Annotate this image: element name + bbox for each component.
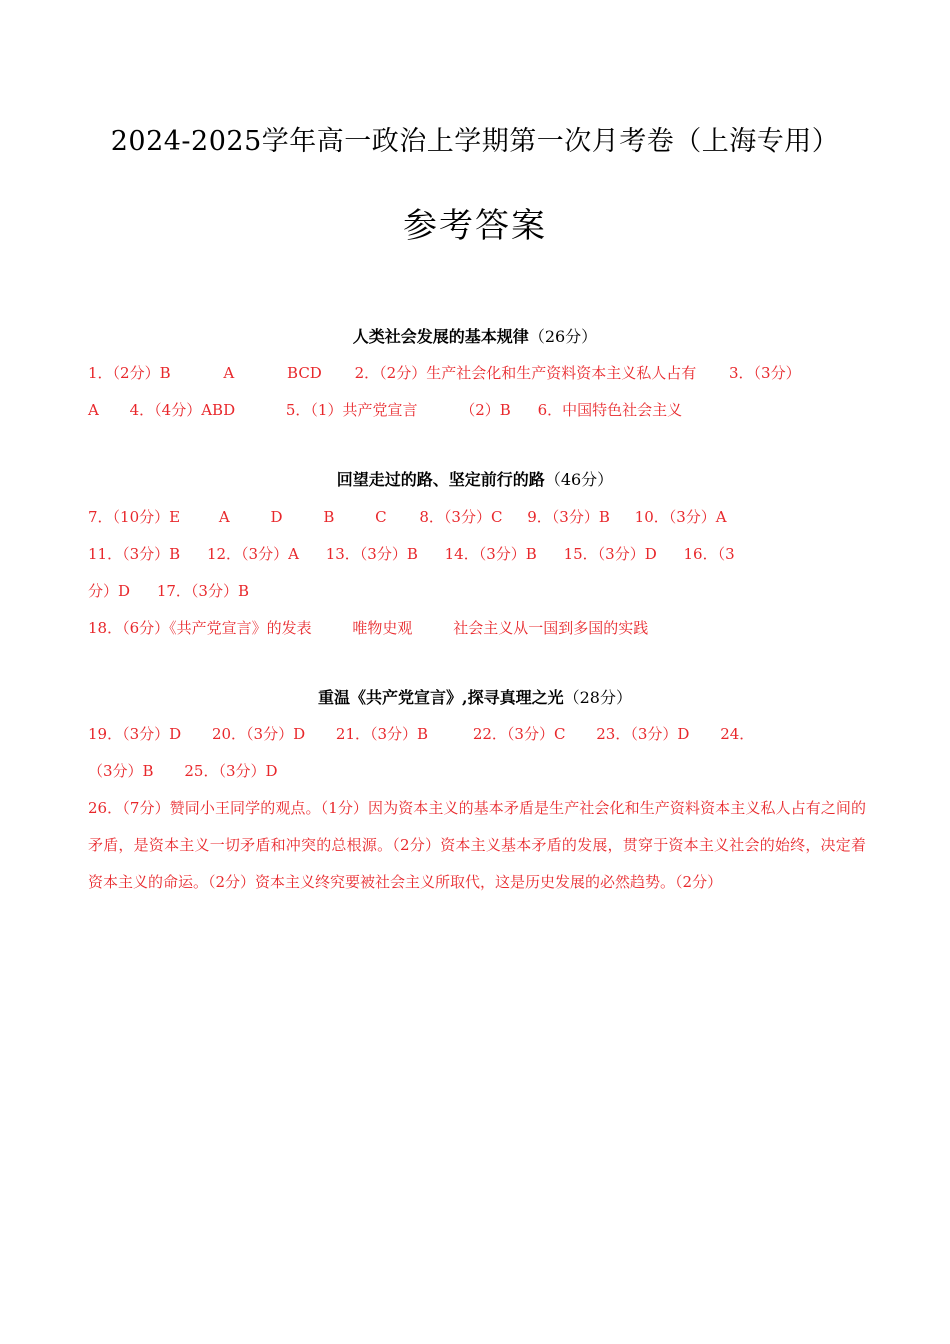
- answer-item: 19．（3分）D: [88, 725, 182, 743]
- answer-item: A: [223, 364, 235, 382]
- section-score: （26分）: [528, 327, 598, 346]
- answer-item: 10．（3分）A: [634, 508, 727, 526]
- answer-item: 20．（3分）D: [211, 725, 306, 743]
- answer-item: C: [375, 508, 387, 526]
- section-heading-2: [0, 468, 950, 492]
- answer-item: 1．（2分）B: [88, 364, 171, 382]
- answer-item: 9．（3分）B: [527, 508, 610, 526]
- answer-item: 8．（3分）C: [419, 508, 503, 526]
- answer-line: [88, 723, 862, 745]
- answer-item: 22．（3分）C: [472, 725, 566, 743]
- answer-item: 5．（1）共产党宣言: [285, 401, 418, 419]
- answer-item: 23．（3分）D: [596, 725, 690, 743]
- answer-item: 18．（6分）《共产党宣言》的发表: [88, 619, 312, 637]
- answer-line: [88, 543, 862, 565]
- answer-item: 3．（3分）: [729, 364, 801, 382]
- answer-line: [88, 399, 862, 421]
- answer-item: 24．: [720, 725, 755, 743]
- section-score: （46分）: [544, 470, 614, 489]
- answer-item: 4．（4分）ABD: [129, 401, 236, 419]
- answer-item: A: [218, 508, 230, 526]
- answer-line: [88, 362, 862, 384]
- answer-item: （3分）B: [88, 762, 154, 780]
- answer-item: 13．（3分）B: [325, 545, 418, 563]
- answer-line: [88, 760, 862, 782]
- answer-item: 21．（3分）B: [335, 725, 429, 743]
- answer-item: 分）D: [88, 582, 131, 600]
- answer-item: 16．（3: [683, 545, 735, 563]
- answer-item: 17．（3分）B: [156, 582, 249, 600]
- answer-item: D: [270, 508, 283, 526]
- answer-item: A: [88, 401, 99, 419]
- section-title: 回望走过的路、坚定前行的路: [336, 470, 545, 489]
- section-score: （28分）: [563, 688, 632, 707]
- answer-item: （2）B: [460, 401, 511, 419]
- answer-item: 6．中国特色社会主义: [537, 401, 683, 419]
- section-title: 人类社会发展的基本规律: [352, 327, 529, 346]
- answer-paragraph-26: 26．（7分）赞同小王同学的观点。（1分）因为资本主义的基本矛盾是生产社会化和生产资料资本主义私人占有之间的矛盾，是资本主义一切矛盾和冲突的总根源。（2分）资本主义基本矛盾的发展，贯穿于资本主义社会的始终，决定着资本主义的命运。（2分）资本主义终究要被社会主义所取代，这是历史发展的必然趋势。（2分）: [88, 799, 866, 891]
- section-title: 重温《共产党宣言》,探寻真理之光: [318, 688, 564, 707]
- answer-item: B: [323, 508, 335, 526]
- section-heading-3: [0, 686, 950, 710]
- answer-item: 2．（2分）生产社会化和生产资料资本主义私人占有: [354, 364, 697, 382]
- answer-item: 11．（3分）B: [88, 545, 181, 563]
- section-heading-1: [0, 325, 950, 349]
- answer-line: [88, 617, 862, 639]
- answer-item: 14．（3分）B: [444, 545, 537, 563]
- answer-item: 社会主义从一国到多国的实践: [453, 619, 649, 637]
- answer-item: 7．（10分）E: [88, 508, 181, 526]
- answer-item: BCD: [287, 364, 322, 382]
- document-title: 2024-2025学年高一政治上学期第一次月考卷（上海专用）: [110, 126, 840, 157]
- answer-item: 12．（3分）A: [206, 545, 299, 563]
- document-subtitle: 参考答案: [403, 206, 547, 246]
- answer-line: [88, 580, 862, 602]
- answer-item: 唯物史观: [352, 619, 413, 637]
- answer-item: 15．（3分）D: [563, 545, 657, 563]
- answer-item: 25．（3分）D: [184, 762, 278, 780]
- answer-line: [88, 506, 862, 528]
